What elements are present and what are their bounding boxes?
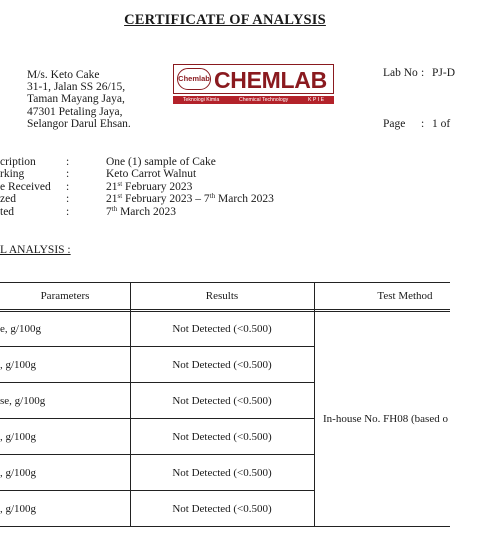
result-cell: Not Detected (<0.500) <box>172 323 272 335</box>
page-label: Page <box>383 118 406 130</box>
document-title: CERTIFICATE OF ANALYSIS <box>124 12 326 28</box>
client-address-line: Selangor Darul Ehsan. <box>27 118 131 130</box>
info-sep: : <box>66 181 70 193</box>
info-value: One (1) sample of Cake <box>106 156 216 168</box>
lab-no-value: PJ-D <box>432 67 456 79</box>
lab-no-label: Lab No <box>383 67 418 79</box>
client-name: M/s. Keto Cake <box>27 69 100 81</box>
result-cell: Not Detected (<0.500) <box>172 467 272 479</box>
table-column-divider <box>314 282 315 527</box>
table-border <box>0 282 450 283</box>
chemlab-logo <box>173 64 334 104</box>
result-cell: Not Detected (<0.500) <box>172 431 272 443</box>
logo-strip-text: K P I E <box>308 97 325 103</box>
table-border <box>0 311 450 312</box>
info-value: 21st February 2023 – 7th March 2023 <box>106 192 274 205</box>
table-row-divider <box>0 382 314 383</box>
logo-strip-text: Chemical Technology <box>239 97 289 103</box>
logo-wordmark: CHEMLAB <box>214 67 327 93</box>
result-cell: Not Detected (<0.500) <box>172 503 272 515</box>
info-label: cription <box>0 156 36 168</box>
info-label: zed <box>0 193 16 205</box>
lab-no-sep: : <box>421 67 425 79</box>
client-address-line: Taman Mayang Jaya, <box>27 93 125 105</box>
table-row-divider <box>0 454 314 455</box>
parameter-cell: , g/100g <box>0 431 37 443</box>
info-value: 7th March 2023 <box>106 205 176 218</box>
table-border <box>0 309 450 310</box>
info-sep: : <box>66 156 70 168</box>
info-value: Keto Carrot Walnut <box>106 168 197 180</box>
table-row-divider <box>0 418 314 419</box>
info-sep: : <box>66 206 70 218</box>
column-header-parameters: Parameters <box>40 290 90 302</box>
chemlab-badge-icon: Chemlab <box>177 68 211 90</box>
result-cell: Not Detected (<0.500) <box>172 359 272 371</box>
column-header-test-method: Test Method <box>377 290 433 302</box>
table-border <box>0 526 450 527</box>
info-sep: : <box>66 168 70 180</box>
column-header-results: Results <box>205 290 239 302</box>
info-sep: : <box>66 193 70 205</box>
logo-strip-text: Teknologi Kimia <box>182 97 220 103</box>
parameter-cell: , g/100g <box>0 503 37 515</box>
parameter-cell: , g/100g <box>0 359 37 371</box>
info-value: 21st February 2023 <box>106 180 193 193</box>
info-label: rking <box>0 168 25 180</box>
test-method-cell: In-house No. FH08 (based o <box>323 413 448 425</box>
logo-strip <box>173 96 334 104</box>
info-label: ted <box>0 206 15 218</box>
page-sep: : <box>421 118 425 130</box>
parameter-cell: se, g/100g <box>0 395 46 407</box>
parameter-cell: , g/100g <box>0 467 37 479</box>
parameter-cell: e, g/100g <box>0 323 41 335</box>
client-address-line: 31-1, Jalan SS 26/15, <box>27 81 126 93</box>
info-label: e Received <box>0 181 51 193</box>
table-row-divider <box>0 490 314 491</box>
result-cell: Not Detected (<0.500) <box>172 395 272 407</box>
section-heading: L ANALYSIS : <box>0 244 71 256</box>
page-value: 1 of <box>432 118 451 130</box>
table-row-divider <box>0 346 314 347</box>
client-address-line: 47301 Petaling Jaya, <box>27 106 123 118</box>
